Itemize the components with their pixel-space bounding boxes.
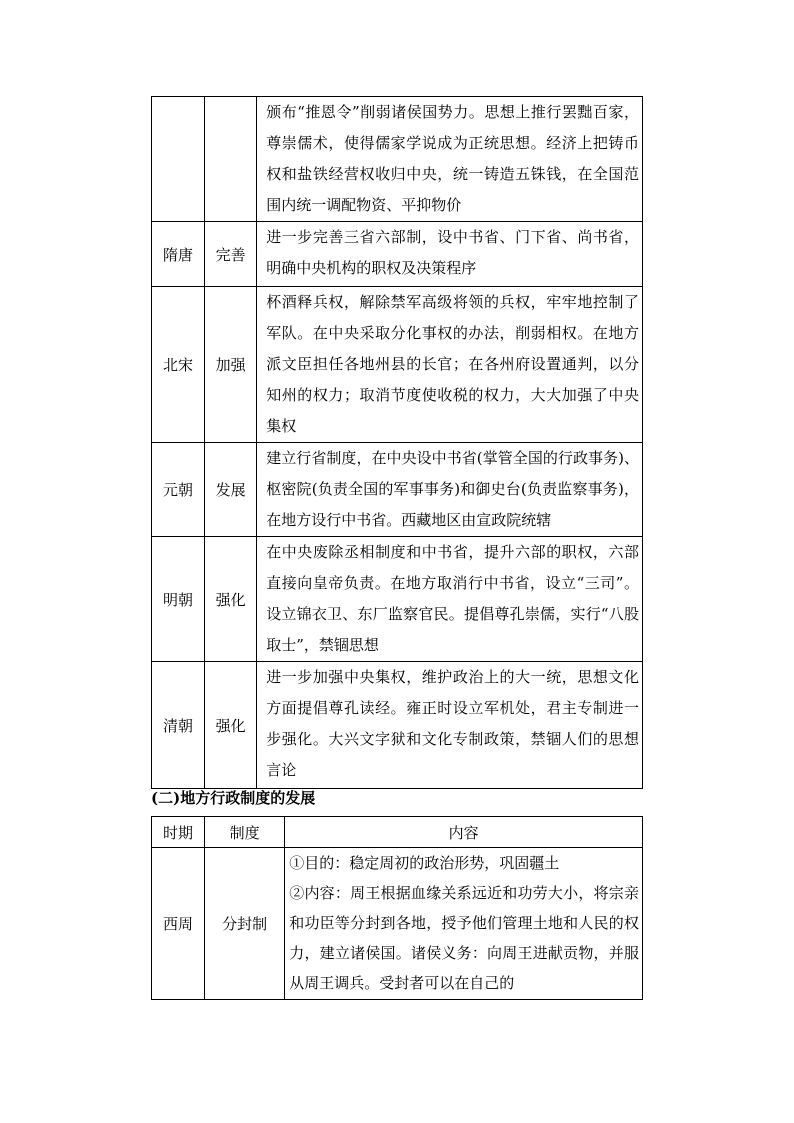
header-system: 制度	[205, 817, 285, 848]
table-header-row	[152, 817, 643, 848]
table-row	[152, 97, 643, 222]
period-cell	[152, 97, 205, 222]
content-cell: 杯酒释兵权，解除禁军高级将领的兵权，牢牢地控制了军队。在中央采取分化事权的办法，削弱相权。在地方派文臣担任各地州县的长官；在各州府设置通判，以分知州的权力；取消节度使收税的权力，大大加强了中央集权	[257, 287, 643, 443]
content-cell: 进一步加强中央集权，维护政治上的大一统，思想文化方面提倡尊孔读经。雍正时设立军机处，君主专制进一步强化。大兴文字狱和文化专制政策，禁锢人们的思想言论	[257, 662, 643, 789]
header-content: 内容	[285, 817, 643, 848]
local-admin-table	[151, 816, 643, 1000]
content-cell: 在中央废除丞相制度和中书省，提升六部的职权，六部直接向皇帝负责。在地方取消行中书省，设立“三司”。设立锦衣卫、东厂监察官民。提倡尊孔崇儒，实行“八股取士”，禁锢思想	[257, 537, 643, 662]
period-cell: 清朝	[152, 662, 205, 789]
content-line: ①目的：稳定周初的政治形势，巩固疆土	[289, 854, 560, 872]
system-cell: 分封制	[205, 848, 285, 1000]
status-cell: 强化	[205, 662, 257, 789]
period-cell: 西周	[152, 848, 205, 1000]
table-row	[152, 222, 643, 287]
table-row	[152, 537, 643, 662]
status-cell: 完善	[205, 222, 257, 287]
status-cell: 发展	[205, 443, 257, 537]
section-heading: (二)地方行政制度的发展	[151, 789, 316, 807]
content-cell: 建立行省制度，在中央设中书省(掌管全国的行政事务)、枢密院(负责全国的军事事务)和御史台(负责监察事务)，在地方设行中书省。西藏地区由宣政院统辖	[257, 443, 643, 537]
period-cell: 元朝	[152, 443, 205, 537]
table-row	[152, 848, 643, 1000]
content-line: ②内容：周王根据血缘关系远近和功劳大小，将宗亲和功臣等分封到各地，授予他们管理土地和人民的权力，建立诸侯国。诸侯义务：向周王进献贡物，并服从周王调兵。受封者可以在自己的	[289, 884, 639, 992]
period-cell: 隋唐	[152, 222, 205, 287]
status-cell	[205, 97, 257, 222]
status-cell: 强化	[205, 537, 257, 662]
header-period: 时期	[152, 817, 205, 848]
period-cell: 北宋	[152, 287, 205, 443]
central-system-table	[151, 96, 643, 789]
content-cell: 进一步完善三省六部制，设中书省、门下省、尚书省，明确中央机构的职权及决策程序	[257, 222, 643, 287]
status-cell: 加强	[205, 287, 257, 443]
content-cell	[285, 848, 643, 1000]
table-row	[152, 287, 643, 443]
content-cell: 颁布“推恩令”削弱诸侯国势力。思想上推行罢黜百家，尊崇儒术，使得儒家学说成为正统思想。经济上把铸币权和盐铁经营权收归中央，统一铸造五铢钱，在全国范围内统一调配物资、平抑物价	[257, 97, 643, 222]
table-row	[152, 443, 643, 537]
period-cell: 明朝	[152, 537, 205, 662]
table-row	[152, 662, 643, 789]
